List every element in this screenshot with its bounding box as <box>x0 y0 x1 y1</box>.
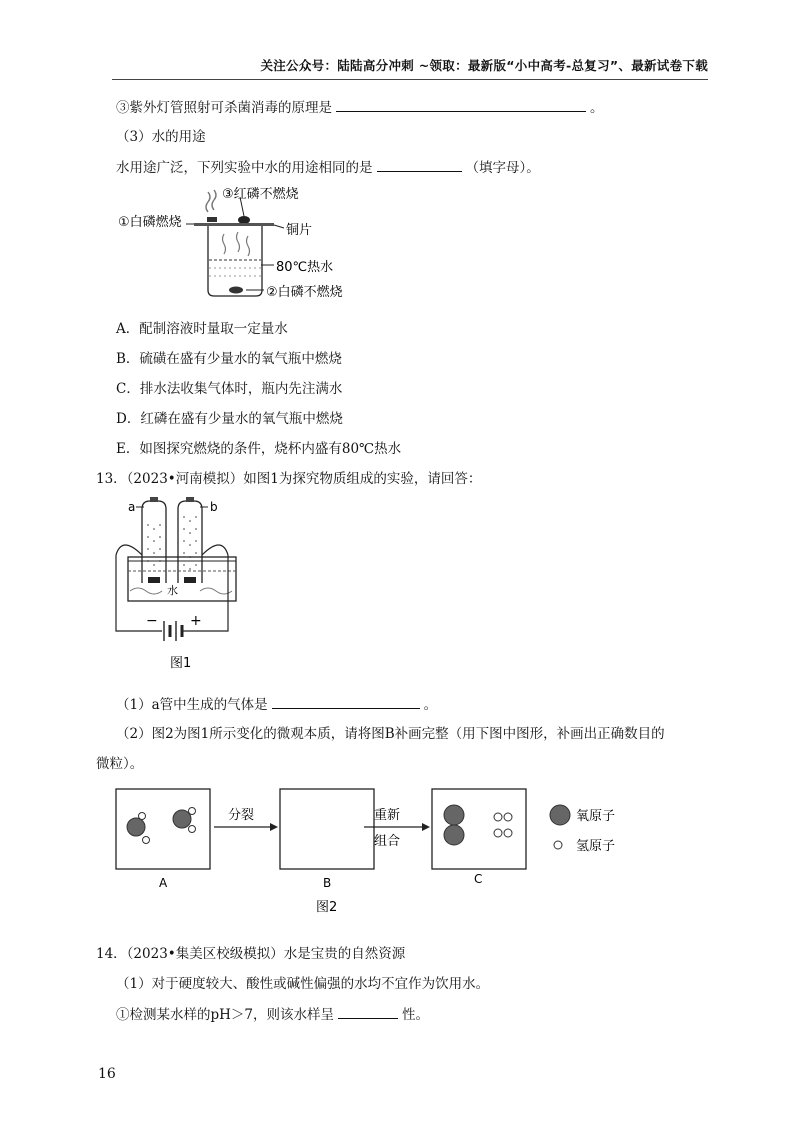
figure-electrolysis <box>110 495 260 675</box>
question-14: 14．（2023•集美区校级模拟）水是宝贵的自然资源 <box>96 946 406 962</box>
question-13-2-cont: 微粒）。 <box>96 756 144 772</box>
figure-combustion <box>116 180 376 305</box>
question-water-use-text: 水用途广泛，下列实验中水的用途相同的是 <box>116 160 373 176</box>
option-d: D．红磷在盛有少量水的氧气瓶中燃烧 <box>116 411 343 427</box>
figure-2-caption: 图2 <box>316 900 338 915</box>
question-13-1-text: （1）a管中生成的气体是 <box>116 697 268 713</box>
answer-blank-water-use[interactable] <box>377 158 462 172</box>
label-hot-water: 80℃热水 <box>276 260 334 275</box>
box-b[interactable] <box>280 789 374 869</box>
battery-minus: − <box>146 613 158 629</box>
answer-blank-ph[interactable] <box>338 1005 398 1019</box>
label-red-phosphorus: ③红磷不燃烧 <box>222 187 299 202</box>
legend-oxygen-icon <box>550 805 570 825</box>
label-recombine-2: 组合 <box>374 834 401 849</box>
punct: 。 <box>423 697 438 713</box>
page-header: 关注公众号：陆陆高分冲刺 ~领取：最新版“小中高考-总复习”、最新试卷下载 <box>260 58 708 73</box>
label-a: a <box>128 500 136 514</box>
option-a: A．配制溶液时量取一定量水 <box>116 321 288 337</box>
question-13-2: （2）图2为图1所示变化的微观本质，请将图B补画完整（用下图中图形，补画出正确数目的 <box>116 726 665 742</box>
label-box-b: B <box>323 876 332 890</box>
label-water: 水 <box>167 584 178 597</box>
question-uv-text: ③紫外灯管照射可杀菌消毒的原理是 <box>116 100 332 116</box>
label-b: b <box>210 500 218 514</box>
page-number: 16 <box>98 1066 116 1082</box>
section-water-use-title: （3）水的用途 <box>116 129 206 145</box>
battery-plus: + <box>190 613 202 629</box>
label-recombine-1: 重新 <box>374 808 401 823</box>
answer-blank-uv[interactable] <box>336 98 586 112</box>
figure-1-caption: 图1 <box>170 656 192 671</box>
label-white-phosphorus-no-burn: ②白磷不燃烧 <box>266 285 343 300</box>
legend-oxygen: 氧原子 <box>576 809 616 824</box>
question-14-1a-end: 性。 <box>402 1007 430 1023</box>
question-uv-line <box>116 98 604 117</box>
question-13: 13．（2023•河南模拟）如图1为探究物质组成的实验，请回答： <box>96 471 482 487</box>
question-14-1a-text: ①检测某水样的pH＞7，则该水样呈 <box>116 1007 335 1023</box>
question-water-use <box>116 158 540 177</box>
label-white-phosphorus-burns: ①白磷燃烧 <box>118 215 182 230</box>
option-e: E．如图探究燃烧的条件，烧杯内盛有80℃热水 <box>116 441 402 457</box>
legend-hydrogen-icon <box>554 841 562 849</box>
option-c: C．排水法收集气体时，瓶内先注满水 <box>116 381 343 397</box>
question-14-1: （1）对于硬度较大、酸性或碱性偏强的水均不宜作为饮用水。 <box>116 976 490 992</box>
figure-microscopic <box>112 785 652 920</box>
label-split: 分裂 <box>228 808 255 823</box>
question-14-1a <box>116 1005 429 1024</box>
question-13-1 <box>116 695 437 714</box>
label-box-a: A <box>159 876 168 890</box>
label-box-c: C <box>474 872 483 886</box>
answer-blank-gas-a[interactable] <box>272 695 420 709</box>
label-copper-sheet: 铜片 <box>286 223 313 238</box>
legend-hydrogen: 氢原子 <box>576 839 616 854</box>
question-water-use-end: （填字母）。 <box>465 160 540 176</box>
header-rule <box>112 79 708 80</box>
option-b: B．硫磺在盛有少量水的氧气瓶中燃烧 <box>116 351 342 367</box>
punct: 。 <box>590 100 604 116</box>
